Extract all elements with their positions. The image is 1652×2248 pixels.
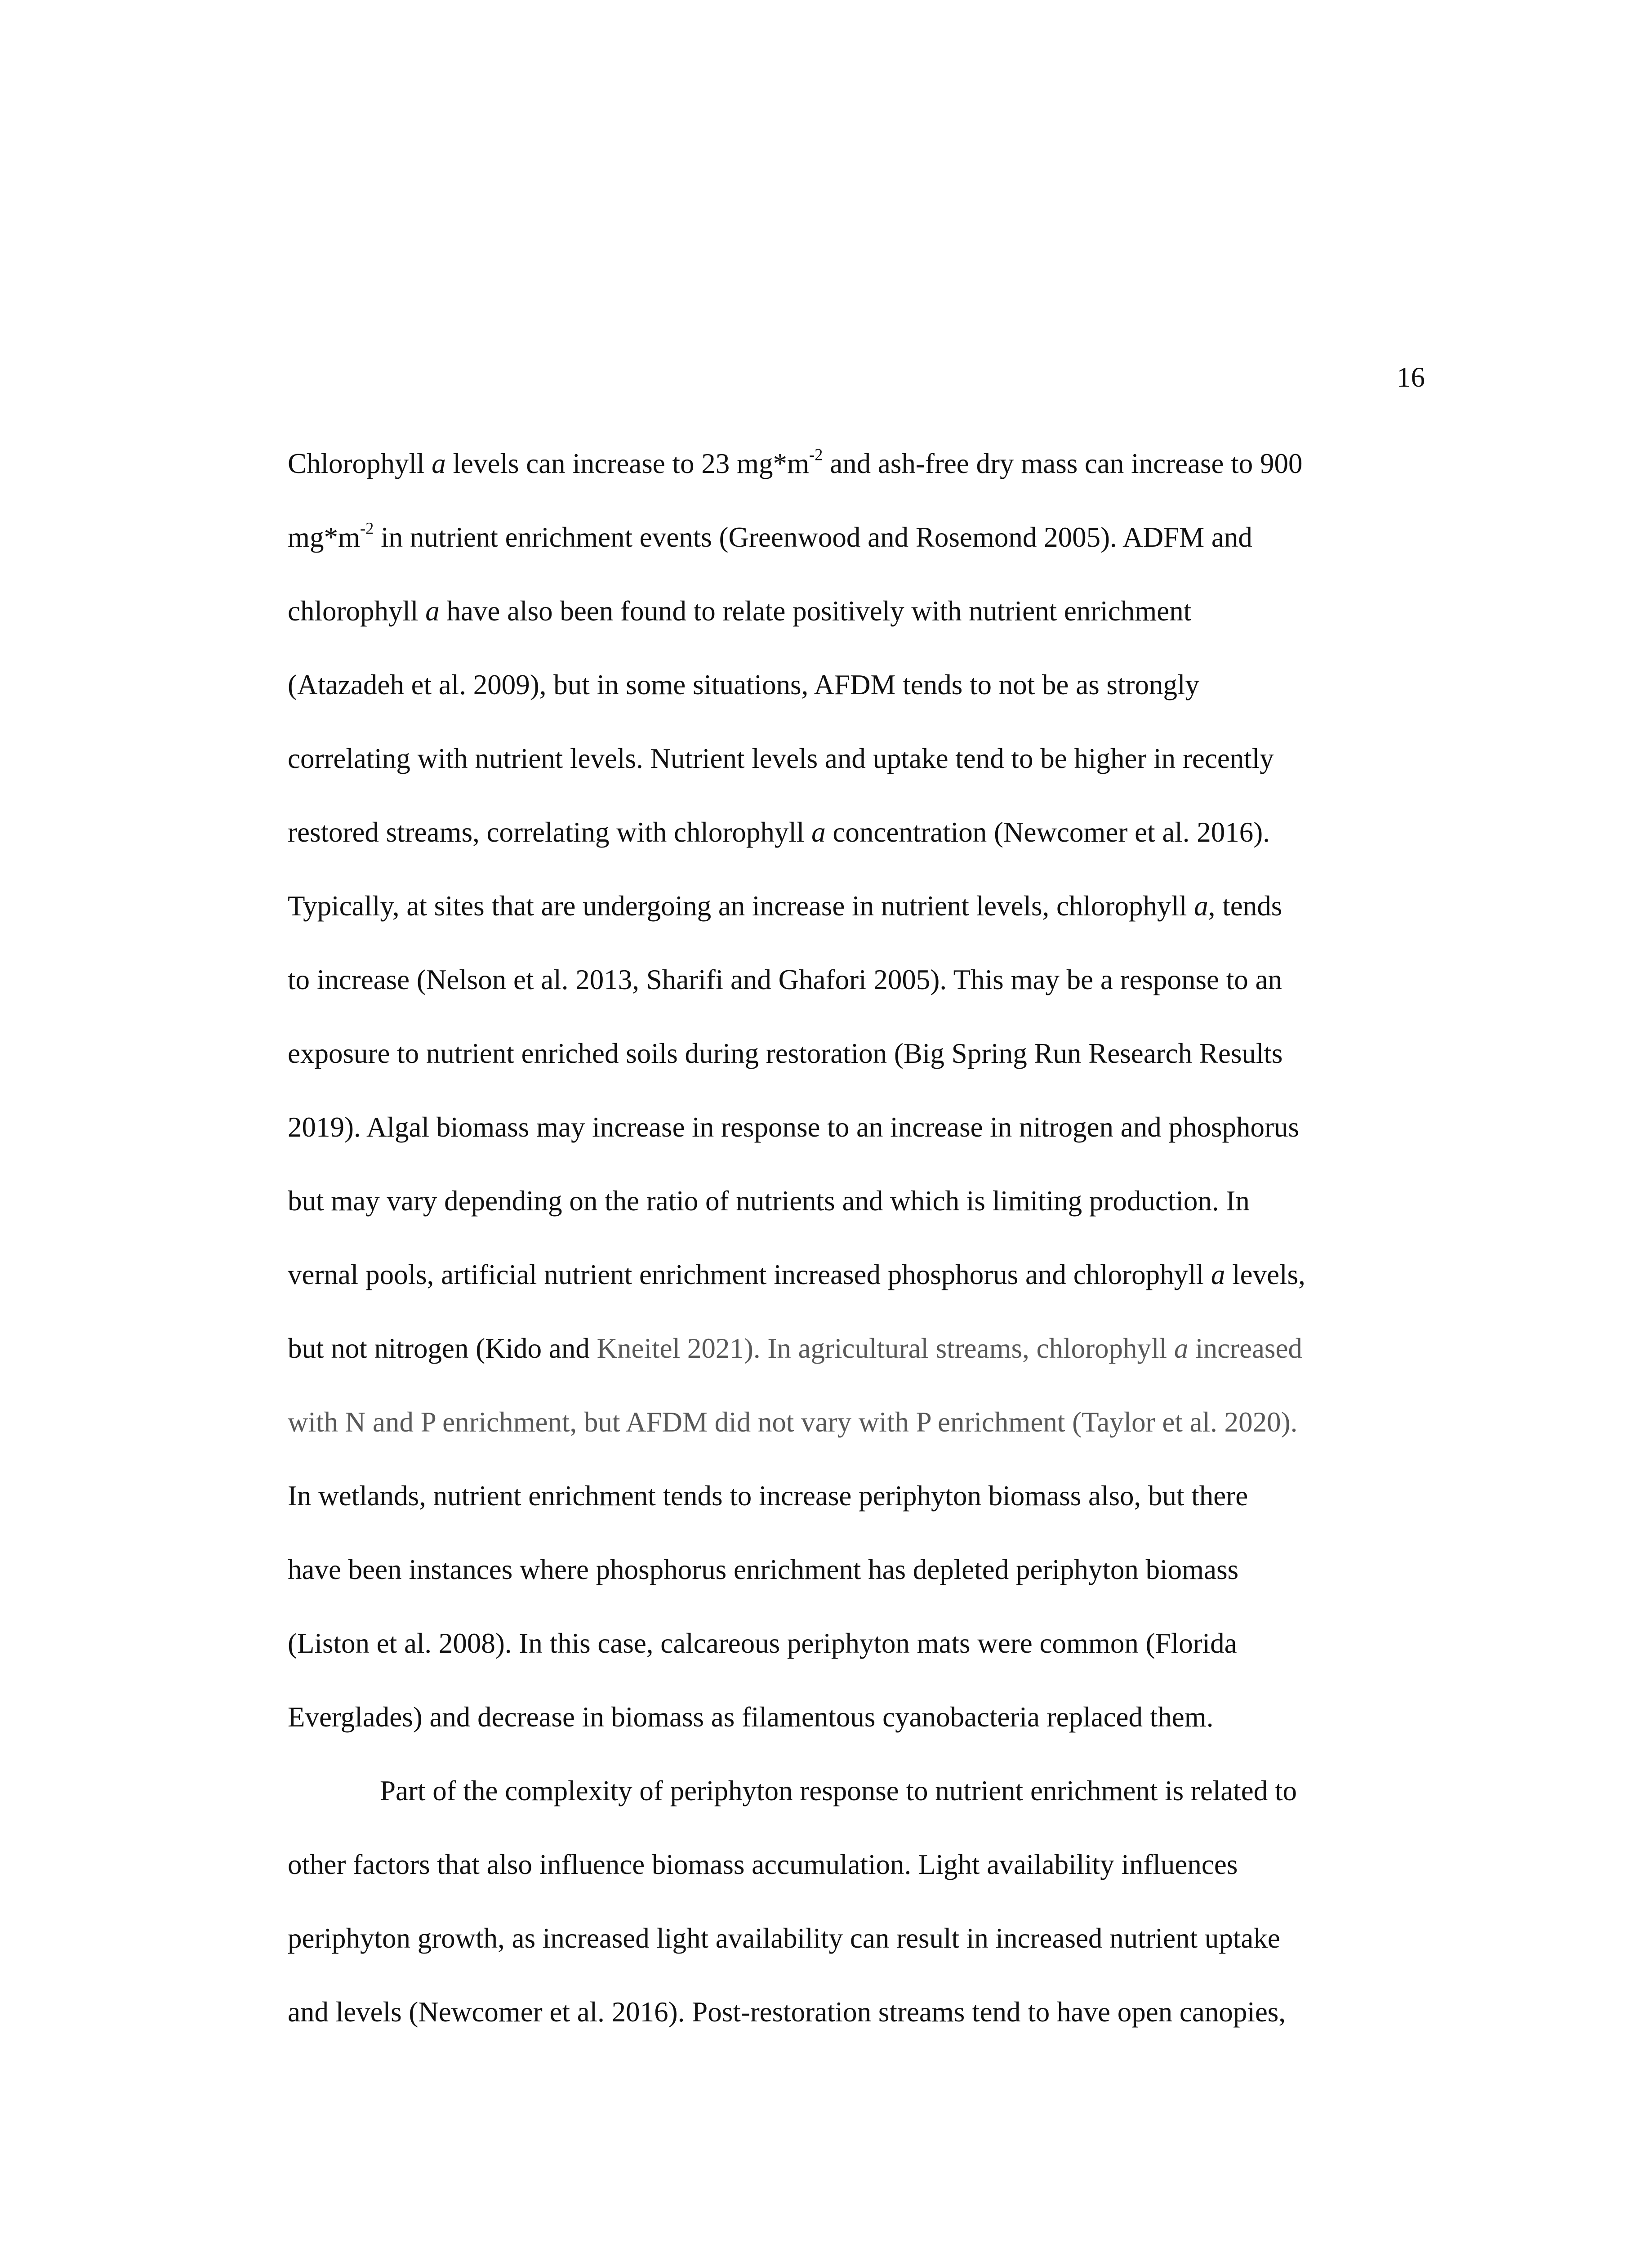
text-line <box>288 1039 1282 1068</box>
text-run: Kneitel 2021). In agricultural streams, chlorophyll <box>597 1333 1174 1364</box>
text-run: exposure to nutrient enriched soils during restoration (Big Spring Run Research Results <box>288 1038 1283 1069</box>
text-run: with N and P enrichment, but AFDM did not vary with P enrichment (Taylor et al. 2020). <box>288 1406 1298 1438</box>
text-run: levels can increase to 23 mg*m <box>445 448 809 479</box>
text-run: and ash-free dry mass can increase to 900 <box>823 448 1303 479</box>
italic-text: a <box>811 816 826 848</box>
text-line <box>288 519 1252 553</box>
text-run: other factors that also influence biomass accumulation. Light availability influences <box>288 1849 1238 1880</box>
text-line <box>288 597 1191 625</box>
text-run: have also been found to relate positively with nutrient enrichment <box>439 595 1192 627</box>
text-line <box>288 1482 1248 1510</box>
text-line <box>288 1703 1213 1731</box>
text-run: Typically, at sites that are undergoing an increase in nutrient levels, chlorophyll <box>288 890 1194 922</box>
text-line <box>288 1261 1305 1289</box>
text-run: correlating with nutrient levels. Nutrient levels and uptake tend to be higher in recently <box>288 743 1274 774</box>
text-run: to increase (Nelson et al. 2013, Sharifi and Ghafori 2005). This may be a response to an <box>288 964 1282 995</box>
text-run: 2019). Algal biomass may increase in response to an increase in nitrogen and phosphorus <box>288 1111 1299 1143</box>
text-run: (Atazadeh et al. 2009), but in some situations, AFDM tends to not be as strongly <box>288 669 1199 700</box>
italic-text: a <box>425 595 440 627</box>
text-run: Everglades) and decrease in biomass as filamentous cyanobacteria replaced them. <box>288 1701 1214 1733</box>
page-number: 16 <box>1397 361 1425 393</box>
text-run: periphyton growth, as increased light availability can result in increased nutrient uptake <box>288 1922 1280 1954</box>
text-run: , tends <box>1208 890 1282 922</box>
text-run: concentration (Newcomer et al. 2016). <box>825 816 1270 848</box>
text-run: vernal pools, artificial nutrient enrichment increased phosphorus and chlorophyll <box>288 1259 1211 1290</box>
text-run: In wetlands, nutrient enrichment tends to increase periphyton biomass also, but there <box>288 1480 1248 1512</box>
superscript: -2 <box>360 519 374 538</box>
text-line <box>288 1998 1286 2026</box>
text-run: in nutrient enrichment events (Greenwood and Rosemond 2005). ADFM and <box>374 522 1252 553</box>
text-run: (Liston et al. 2008). In this case, calcareous periphyton mats were common (Florida <box>288 1628 1237 1659</box>
italic-text: a <box>1174 1333 1189 1364</box>
text-line <box>288 966 1282 994</box>
italic-text: a <box>432 448 446 479</box>
text-run: but not nitrogen (Kido and <box>288 1333 597 1364</box>
italic-text: a <box>1211 1259 1225 1290</box>
text-run: restored streams, correlating with chlorophyll <box>288 816 812 848</box>
text-line <box>288 1334 1302 1363</box>
text-line <box>288 1851 1238 1879</box>
text-line <box>288 1924 1280 1953</box>
text-run: increased <box>1188 1333 1302 1364</box>
italic-text: a <box>1194 890 1208 922</box>
text-run: have been instances where phosphorus enrichment has depleted periphyton biomass <box>288 1554 1239 1585</box>
text-line <box>288 745 1274 773</box>
text-line <box>288 671 1199 699</box>
text-line <box>288 892 1282 920</box>
text-run: chlorophyll <box>288 595 426 627</box>
text-run: and levels (Newcomer et al. 2016). Post-restoration streams tend to have open canopies, <box>288 1996 1286 2028</box>
superscript: -2 <box>809 445 823 464</box>
text-line <box>380 1777 1297 1805</box>
text-line <box>288 1556 1238 1584</box>
text-run: Chlorophyll <box>288 448 432 479</box>
text-line <box>288 1187 1250 1215</box>
text-line <box>288 818 1270 847</box>
text-line <box>288 1629 1237 1658</box>
text-line <box>288 445 1303 479</box>
text-run: Part of the complexity of periphyton response to nutrient enrichment is related to <box>380 1775 1297 1806</box>
text-run: but may vary depending on the ratio of nutrients and which is limiting production. In <box>288 1185 1250 1217</box>
text-line <box>288 1408 1297 1436</box>
text-run: levels, <box>1225 1259 1305 1290</box>
text-line <box>288 1113 1299 1142</box>
text-run: mg*m <box>288 522 361 553</box>
